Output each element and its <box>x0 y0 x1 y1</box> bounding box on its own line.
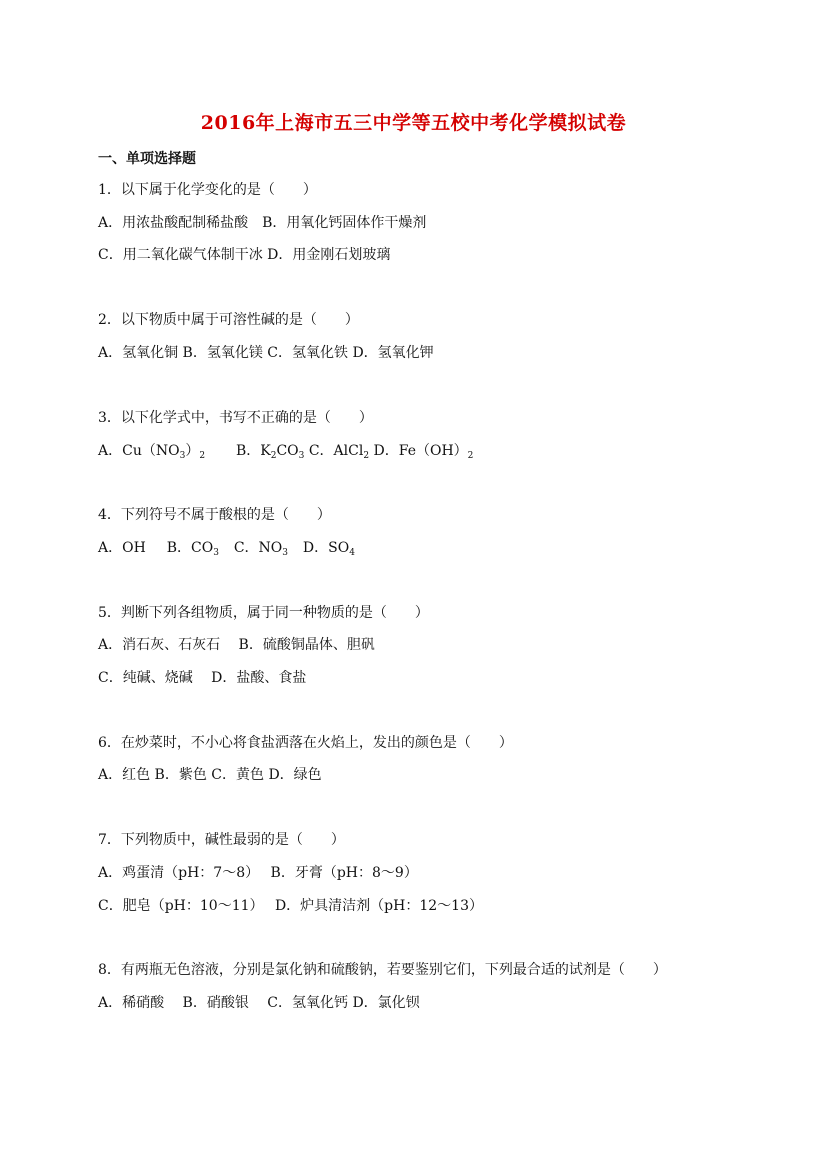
question-6-options-line-1: A．红色 B．紫色 C．黄色 D．绿色 <box>98 767 322 783</box>
option-b: B．$K_2CO_3$ <box>235 443 305 461</box>
question-5-options-line-1: A．消石灰、石灰石 B．硫酸铜晶体、胆矾 <box>98 637 375 653</box>
question-5-options-line-2: C．纯碱、烧碱 D．盐酸、食盐 <box>98 670 307 686</box>
option-a: A．OH <box>98 540 146 556</box>
question-6-stem: 6．在炒菜时，不小心将食盐洒落在火焰上，发出的颜色是（ ） <box>98 735 513 751</box>
question-2-options-line-1: A．氢氧化铜 B．氢氧化镁 C．氢氧化铁 D．氢氧化钾 <box>98 345 434 361</box>
question-7-options-line-2: C．肥皂（pH：10～11） D．炉具清洁剂（pH：12～13） <box>98 898 483 914</box>
question-3-stem: 3．以下化学式中，书写不正确的是（ ） <box>98 410 373 426</box>
question-7-stem: 7．下列物质中，碱性最弱的是（ ） <box>98 832 345 848</box>
section-heading: 一、单项选择题 <box>98 151 196 167</box>
option-c: C．AlCl$_2$ <box>308 443 370 461</box>
question-1-options-line-1: A．用浓盐酸配制稀盐酸 B．用氧化钙固体作干燥剂 <box>98 215 427 231</box>
question-8-stem: 8．有两瓶无色溶液，分别是氯化钠和硫酸钠，若要鉴别它们，下列最合适的试剂是（ ） <box>98 962 667 978</box>
option-c: C．$NO_3$ <box>233 540 289 558</box>
question-1-stem: 1．以下属于化学变化的是（ ） <box>98 182 317 198</box>
question-8-options-line-1: A．稀硝酸 B．硝酸银 C．氢氧化钙 D．氯化钡 <box>98 995 420 1011</box>
exam-title: 2016年上海市五三中学等五校中考化学模拟试卷 <box>200 112 627 134</box>
option-d: D．$SO_4$ <box>302 540 355 558</box>
question-5-stem: 5．判断下列各组物质，属于同一种物质的是（ ） <box>98 605 429 621</box>
option-d: D．$Fe(OH)_2$ <box>373 443 474 461</box>
question-3-options-line <box>98 441 473 466</box>
question-7-options-line-1: A．鸡蛋清（pH：7～8） B．牙膏（pH：8～9） <box>98 865 418 881</box>
option-a: A．$Cu(NO_3)_2$ <box>98 443 206 461</box>
question-4-options-line <box>98 538 355 563</box>
question-1-options-line-2: C．用二氧化碳气体制干冰 D．用金刚石划玻璃 <box>98 247 391 263</box>
question-2-stem: 2．以下物质中属于可溶性碱的是（ ） <box>98 312 359 328</box>
question-4-stem: 4．下列符号不属于酸根的是（ ） <box>98 507 331 523</box>
option-b: B．$CO_3$ <box>166 540 219 558</box>
